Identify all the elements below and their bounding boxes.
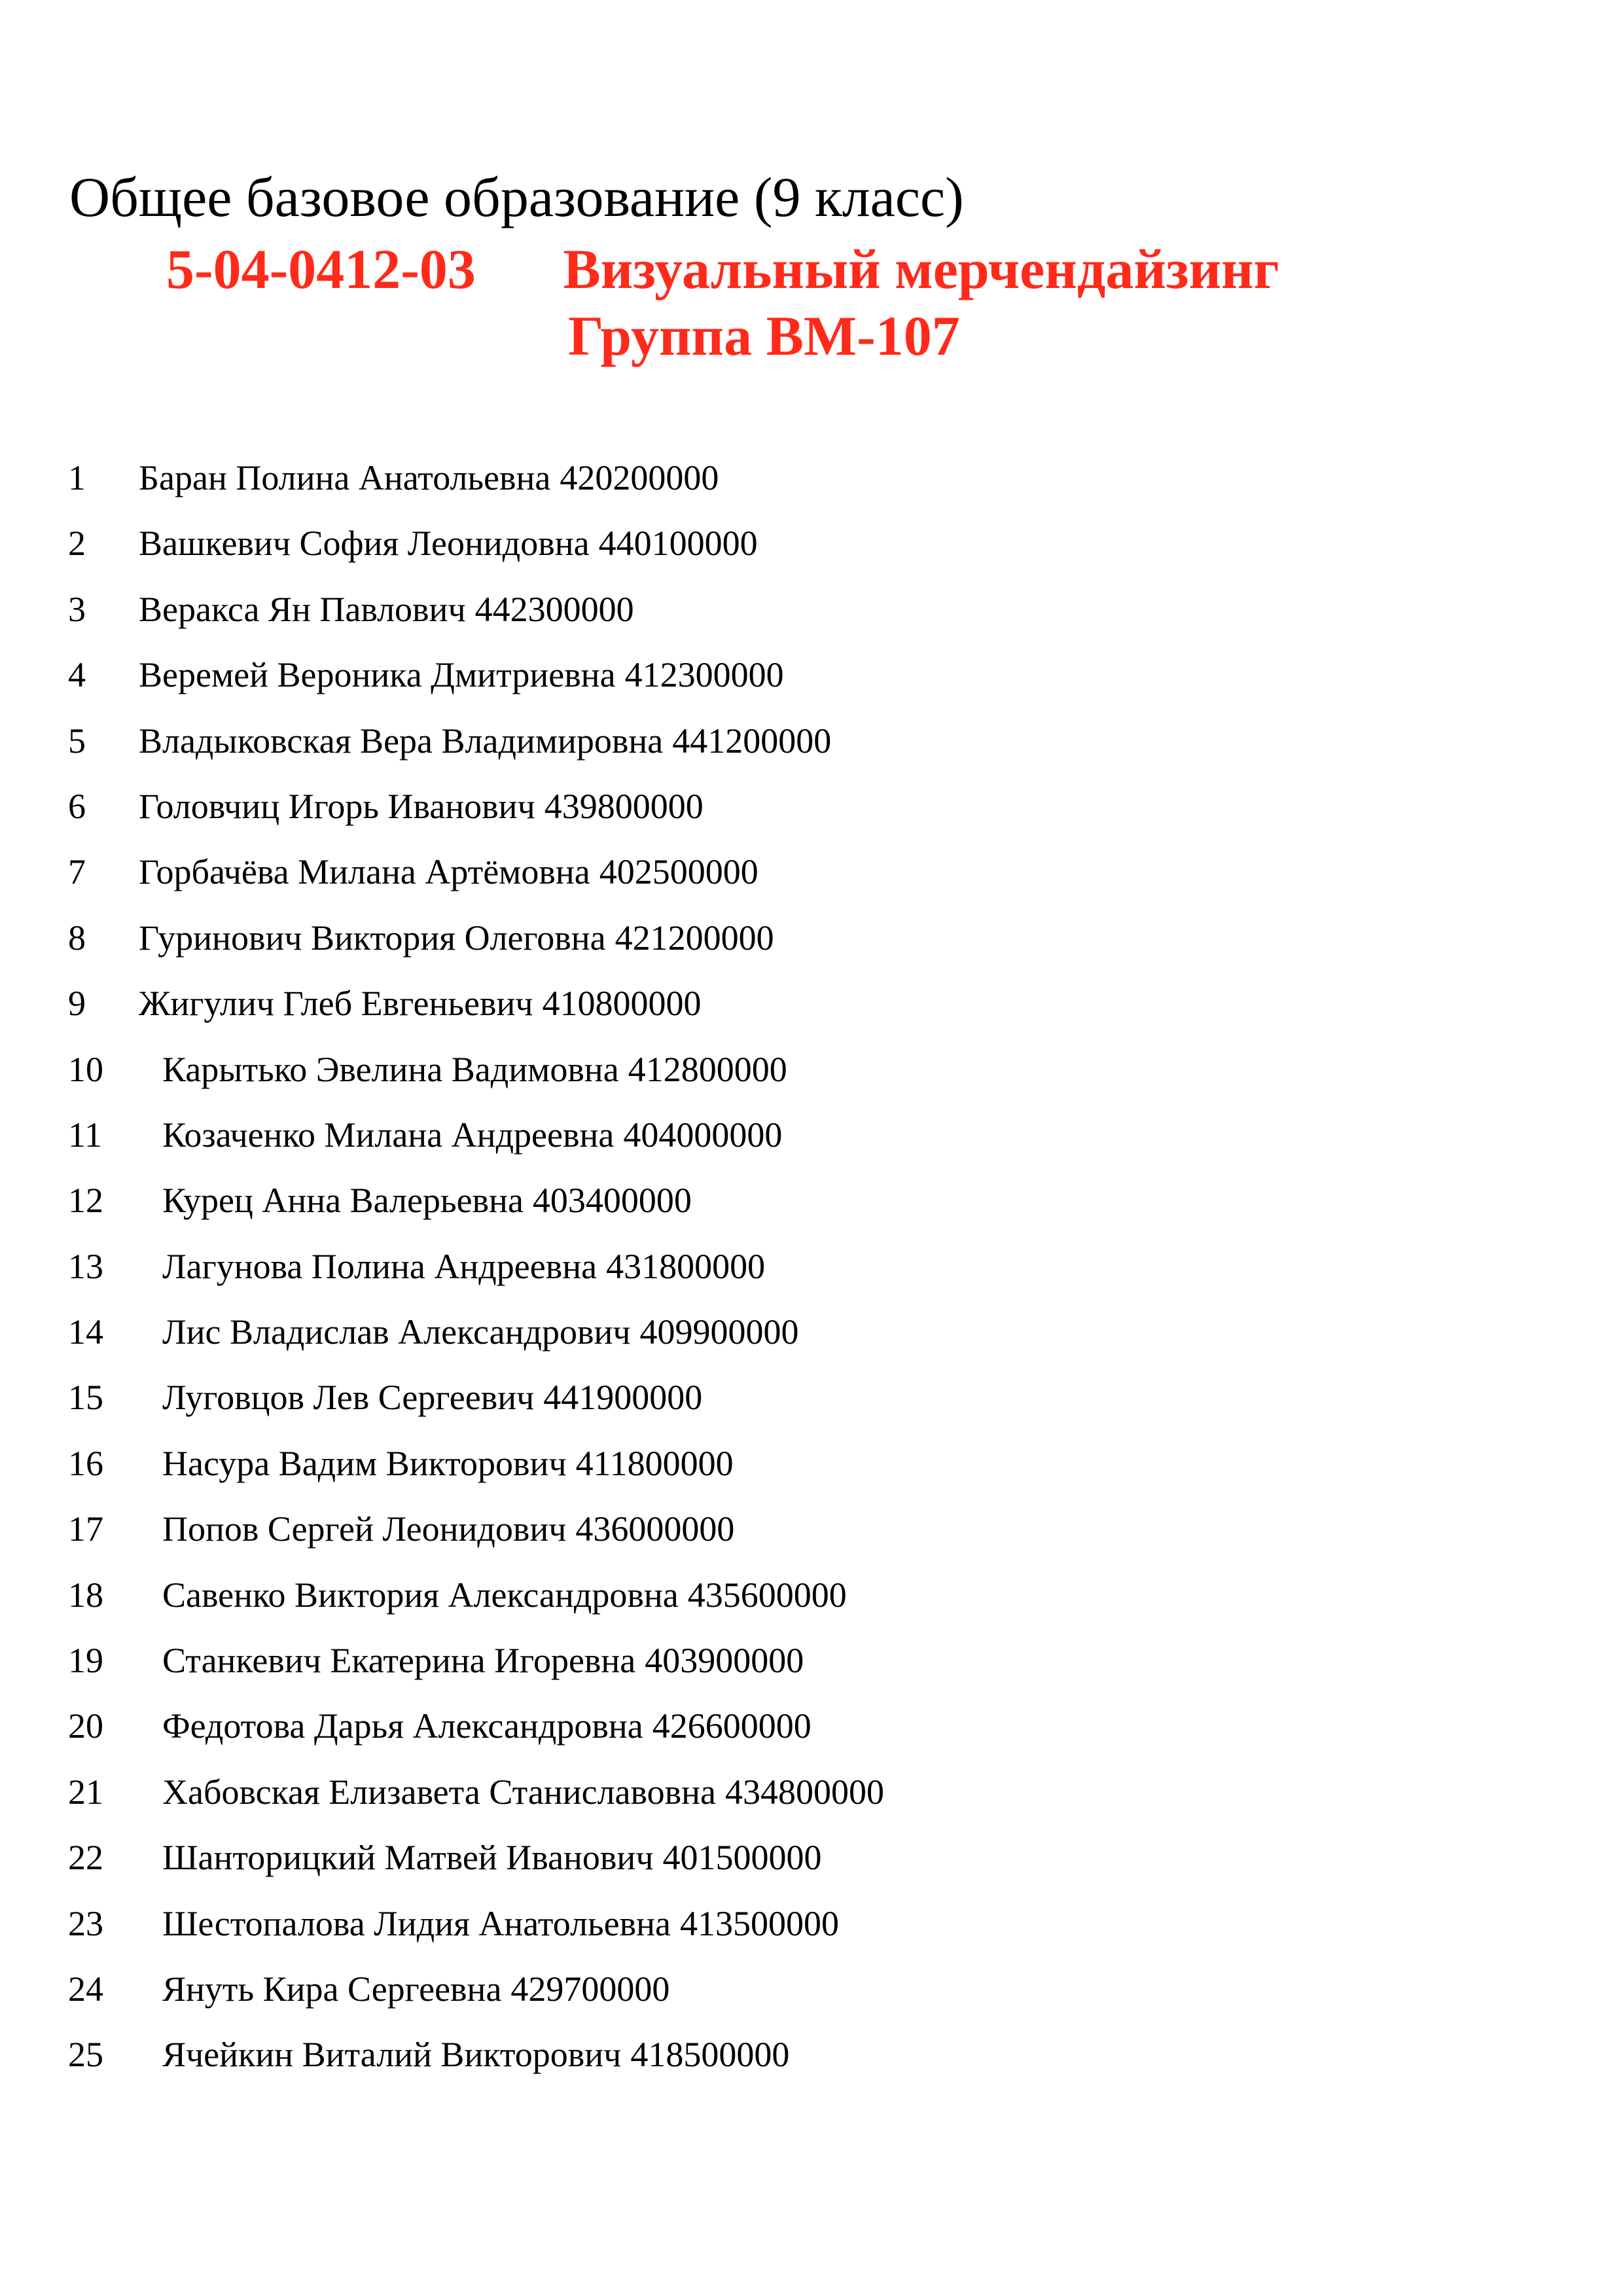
student-name: Курец Анна Валерьевна — [162, 1181, 524, 1221]
list-item — [0, 1509, 1623, 1575]
student-entry — [162, 1838, 822, 1877]
student-name: Савенко Виктория Александровна — [162, 1575, 679, 1615]
student-name: Хабовская Елизавета Станиславовна — [162, 1772, 717, 1812]
student-id: 431800000 — [606, 1246, 766, 1286]
row-number: 8 — [68, 918, 86, 958]
student-id: 410800000 — [542, 984, 702, 1024]
row-number: 22 — [68, 1838, 103, 1878]
student-entry — [139, 918, 774, 958]
student-name: Насура Вадим Викторович — [162, 1443, 567, 1483]
row-number: 4 — [68, 655, 86, 695]
row-number: 18 — [68, 1575, 103, 1615]
student-id: 403400000 — [532, 1181, 692, 1221]
student-id: 426600000 — [652, 1706, 812, 1746]
list-item — [0, 590, 1623, 655]
list-item — [0, 1838, 1623, 1903]
row-number: 16 — [68, 1443, 103, 1483]
row-number: 17 — [68, 1509, 103, 1549]
list-item — [0, 1181, 1623, 1246]
student-id: 435600000 — [687, 1575, 847, 1615]
list-item — [0, 1706, 1623, 1772]
student-entry — [162, 1312, 799, 1352]
list-item — [0, 1050, 1623, 1115]
student-entry — [139, 655, 784, 694]
student-entry — [162, 1904, 839, 1943]
student-name: Ячейкин Виталий Викторович — [162, 2035, 622, 2075]
row-number: 2 — [68, 524, 86, 564]
student-id: 412800000 — [628, 1049, 787, 1089]
student-entry — [162, 1181, 692, 1220]
student-name: Лагунова Полина Андреевна — [162, 1246, 597, 1286]
row-number: 6 — [68, 786, 86, 826]
student-id: 441900000 — [543, 1378, 703, 1418]
list-item — [0, 721, 1623, 787]
student-id: 429700000 — [510, 1969, 670, 2009]
student-list — [0, 458, 1623, 2101]
list-item — [0, 1444, 1623, 1509]
list-item — [0, 852, 1623, 918]
student-entry — [162, 1444, 734, 1483]
student-name: Лис Владислав Александрович — [162, 1312, 631, 1352]
specialty-line — [166, 238, 1279, 300]
list-item — [0, 1378, 1623, 1443]
student-name: Веремей Вероника Дмитриевна — [139, 655, 616, 695]
row-number: 3 — [68, 589, 86, 629]
student-name: Федотова Дарья Александровна — [162, 1706, 643, 1746]
student-id: 439800000 — [544, 786, 704, 826]
student-id: 412300000 — [624, 655, 784, 695]
student-entry — [162, 1115, 782, 1155]
student-id: 409900000 — [639, 1312, 799, 1352]
student-id: 401500000 — [662, 1838, 822, 1878]
list-item — [0, 1904, 1623, 1969]
student-entry — [139, 984, 702, 1023]
student-name: Вашкевич София Леонидовна — [139, 524, 590, 564]
student-entry — [139, 458, 719, 497]
student-name: Баран Полина Анатольевна — [139, 458, 551, 497]
row-number: 1 — [68, 458, 86, 497]
student-entry — [162, 1969, 669, 2009]
list-item — [0, 1312, 1623, 1378]
student-name: Гуринович Виктория Олеговна — [139, 918, 606, 958]
student-id: 402500000 — [599, 852, 758, 892]
list-item — [0, 1969, 1623, 2035]
student-name: Шанторицкий Матвей Иванович — [162, 1838, 654, 1878]
student-entry — [162, 1378, 702, 1417]
row-number: 10 — [68, 1049, 103, 1089]
list-item — [0, 1115, 1623, 1181]
student-name: Шестопалова Лидия Анатольевна — [162, 1903, 671, 1943]
student-entry — [162, 1772, 884, 1812]
student-name: Владыковская Вера Владимировна — [139, 721, 664, 761]
student-entry — [139, 524, 758, 563]
list-item — [0, 1641, 1623, 1706]
row-number: 12 — [68, 1181, 103, 1221]
list-item — [0, 524, 1623, 589]
student-entry — [139, 590, 634, 629]
student-id: 411800000 — [575, 1443, 734, 1483]
row-number: 7 — [68, 852, 86, 892]
list-item — [0, 1575, 1623, 1641]
student-name: Луговцов Лев Сергеевич — [162, 1378, 535, 1418]
student-entry — [139, 852, 758, 891]
group-name: Группа ВМ-107 — [568, 304, 960, 367]
student-entry — [162, 1575, 847, 1615]
student-name: Веракса Ян Павлович — [139, 589, 466, 629]
student-name: Жигулич Глеб Евгеньевич — [139, 984, 533, 1024]
student-id: 436000000 — [575, 1509, 735, 1549]
list-item — [0, 984, 1623, 1049]
row-number: 13 — [68, 1246, 103, 1286]
student-id: 441200000 — [672, 721, 832, 761]
student-id: 434800000 — [725, 1772, 885, 1812]
student-entry — [162, 1247, 765, 1286]
list-item — [0, 1772, 1623, 1838]
row-number: 19 — [68, 1641, 103, 1681]
row-number: 9 — [68, 984, 86, 1024]
student-id: 442300000 — [474, 589, 634, 629]
list-item — [0, 655, 1623, 721]
student-name: Горбачёва Милана Артёмовна — [139, 852, 590, 892]
student-entry — [162, 1706, 812, 1746]
student-name: Карытько Эвелина Вадимовна — [162, 1049, 619, 1089]
student-entry — [162, 1050, 787, 1089]
student-entry — [139, 721, 831, 761]
student-id: 404000000 — [623, 1115, 783, 1155]
student-name: Головчиц Игорь Иванович — [139, 786, 535, 826]
row-number: 20 — [68, 1706, 103, 1746]
row-number: 5 — [68, 721, 86, 761]
specialty-code: 5-04-0412-03 — [166, 238, 476, 300]
row-number: 25 — [68, 2035, 103, 2075]
list-item — [0, 458, 1623, 524]
student-id: 403900000 — [645, 1641, 804, 1681]
student-entry — [162, 1641, 804, 1680]
row-number: 21 — [68, 1772, 103, 1812]
student-id: 420200000 — [560, 458, 719, 497]
list-item — [0, 2035, 1623, 2100]
student-name: Козаченко Милана Андреевна — [162, 1115, 615, 1155]
row-number: 23 — [68, 1903, 103, 1943]
student-name: Попов Сергей Леонидович — [162, 1509, 567, 1549]
student-id: 421200000 — [615, 918, 774, 958]
row-number: 11 — [68, 1115, 102, 1155]
student-id: 418500000 — [630, 2035, 790, 2075]
page-title: Общее базовое образование (9 класс) — [69, 166, 964, 228]
row-number: 15 — [68, 1378, 103, 1418]
student-id: 440100000 — [598, 524, 758, 564]
student-id: 413500000 — [679, 1903, 839, 1943]
row-number: 24 — [68, 1969, 103, 2009]
list-item — [0, 1247, 1623, 1312]
student-name: Януть Кира Сергеевна — [162, 1969, 502, 2009]
list-item — [0, 787, 1623, 852]
student-entry — [162, 1509, 734, 1549]
student-name: Станкевич Екатерина Игоревна — [162, 1641, 636, 1681]
specialty-name: Визуальный мерчендайзинг — [563, 238, 1279, 300]
student-entry — [162, 2035, 789, 2074]
row-number: 14 — [68, 1312, 103, 1352]
list-item — [0, 918, 1623, 984]
student-entry — [139, 787, 704, 826]
